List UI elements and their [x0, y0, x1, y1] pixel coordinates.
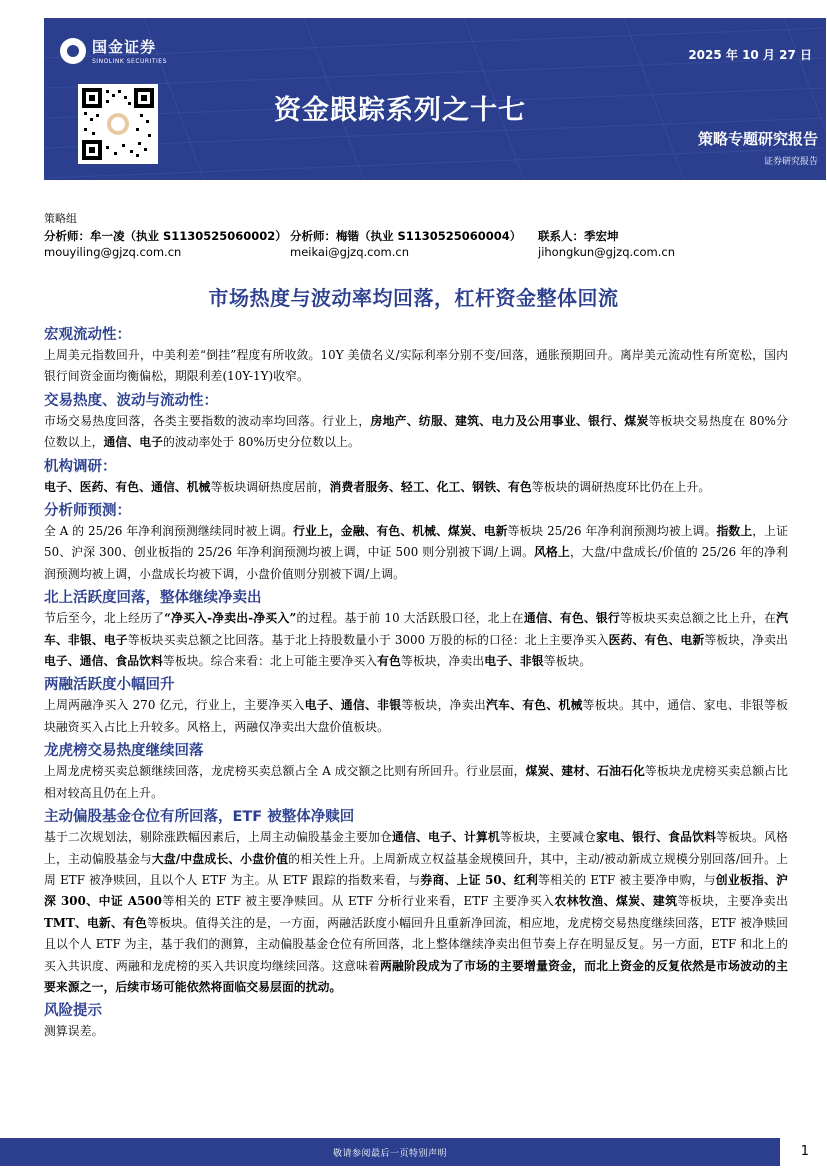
- body-text: 上周龙虎榜买卖总额继续回落，龙虎榜买卖总额占全 A 成交额之比则有所回升。行业层面，: [44, 764, 526, 779]
- analyst-2: 分析师：梅锴（执业 S1130525060004）: [290, 229, 522, 243]
- author-block: [44, 210, 804, 260]
- body-text: 等板块。综合来看：北上可能主要净买入: [162, 654, 378, 669]
- body-text: 等板块。值得关注的是，一方面，两融活跃度小幅回升且重新净回流，相应地，龙虎榜交易热度继续回落，ETF 被净赎回且以个人 ETF 为主，基于我们的测算，主动偏股基金仓位有所回落，北上整体继续净卖出但节奏上存在明显反复。另一方面，ETF 和北上的买入共识度、两融和龙虎榜的买入共识度均继续回落。这意味着: [44, 915, 788, 973]
- body-text: 等板块龙虎榜买卖总额占比相对较高且仍在上升。: [44, 764, 788, 800]
- emphasis-text: 通信、有色、银行: [523, 611, 620, 626]
- body-text: 等相关的 ETF 被主要净申购，与: [538, 872, 716, 887]
- body-text: 基于二次规划法，剔除涨跌幅因素后，上周主动偏股基金主要加仓: [44, 830, 393, 845]
- report-date: 2025 年 10 月 27 日: [688, 48, 812, 62]
- body-text: 上周两融净买入 270 亿元，行业上，主要净买入: [44, 698, 305, 713]
- emphasis-text: 房地产、纺服、建筑、电力及公用事业、银行、煤炭: [370, 413, 649, 428]
- emphasis-text: 消费者服务、轻工、化工、钢铁、有色: [329, 479, 532, 494]
- emphasis-text: 创业板指、沪深 300、中证 A500: [44, 872, 789, 909]
- report-body: [44, 322, 788, 1043]
- section-title-fund: 主动偏股基金仓位有所回落，ETF 被整体净赎回: [44, 809, 355, 826]
- section-title-dragon: 龙虎榜交易热度继续回落: [44, 743, 204, 760]
- emphasis-text: 通信、电子: [103, 435, 163, 450]
- section-title-analyst: 分析师预测：: [44, 503, 131, 520]
- emphasis-text: TMT、电新、有色: [44, 915, 148, 930]
- section-text-survey: [44, 477, 788, 498]
- body-text: 等板块的调研热度环比仍在上升。: [531, 479, 711, 494]
- section-text-northbound: [44, 608, 788, 672]
- section-title-survey: 机构调研：: [44, 458, 117, 475]
- body-text: 等板块。风格上，主动偏股基金与: [44, 830, 788, 866]
- analyst-1-email[interactable]: mouyiling@gjzq.com.cn: [44, 245, 182, 259]
- body-text: 等相关的 ETF 被主要净赎回。从 ETF 分析行业来看，ETF 主要净买入: [162, 894, 555, 909]
- section-title-trading: 交易热度、波动与流动性：: [44, 392, 218, 409]
- company-logo: [60, 36, 167, 65]
- section-text-analyst: [44, 521, 788, 585]
- team-name: 策略组: [44, 212, 77, 225]
- body-text: 的波动率处于 80%历史分位数以上。: [163, 435, 360, 450]
- body-text: ，上证 50、沪深 300、创业板指的 25/26 年净利润预测均被上调，中证 500 则分别被下调/上调。: [44, 524, 788, 560]
- body-text: 节后至今，北上经历了: [44, 611, 165, 626]
- report-banner: [44, 18, 826, 180]
- logo-mark-icon: [60, 38, 86, 64]
- emphasis-text: 煤炭、建材、石油石化: [525, 764, 645, 779]
- qr-code-icon: [82, 88, 154, 160]
- body-text: 等板块交易热度在 80%分位数以上，: [44, 413, 789, 450]
- emphasis-text: 医药、有色、电新: [608, 632, 705, 647]
- emphasis-text: 电子、通信、食品饮料: [44, 654, 163, 669]
- logo-name-cn: 国金证券: [92, 38, 157, 56]
- body-text: 等板块买卖总额之比回落。基于北上持股数量小于 3000 万股的标的口径：北上主要净买入: [127, 632, 609, 647]
- body-text: 等板块，净卖出: [400, 654, 485, 669]
- page-number: 1: [800, 1144, 809, 1159]
- section-text-macro: [44, 345, 788, 388]
- author-names-row: [44, 228, 804, 244]
- emphasis-text: 电子、医药、有色、通信、机械: [44, 479, 211, 494]
- emphasis-text: 大盘/中盘成长、小盘价值: [151, 851, 289, 866]
- body-text: 等板块。其中，通信、家电、非银等板块融资买入占比上升较多。风格上，两融仅净卖出大盘价值板块。: [44, 698, 788, 734]
- emphasis-text: 汽车、有色、机械: [485, 698, 583, 713]
- logo-name-en: SINOLINK SECURITIES: [92, 58, 167, 65]
- section-title-macro: 宏观流动性：: [44, 327, 131, 343]
- body-text: 等板块调研热度居前，: [210, 479, 330, 494]
- body-text: 全 A 的 25/26 年净利润预测继续同时被上调。: [44, 524, 294, 539]
- contact-person: 联系人：季宏坤: [538, 229, 619, 243]
- analyst-2-email[interactable]: meikai@gjzq.com.cn: [290, 245, 409, 259]
- emphasis-text: 指数上: [716, 524, 753, 539]
- emphasis-text: 电子、通信、非银: [304, 698, 402, 713]
- body-text: 的过程。基于前 10 大活跃股口径，北上在: [296, 611, 524, 626]
- emphasis-text: 电子、非银: [484, 654, 544, 669]
- emphasis-text: 通信、电子、计算机: [392, 830, 501, 845]
- analyst-1: 分析师：牟一凌（执业 S1130525060002）: [44, 229, 287, 243]
- body-text: 上周美元指数回升，中美利差“倒挂”程度有所收敛。10Y 美债名义/实际利率分别不变/回落，通胀预期回升。离岸美元流动性有所宽松，国内银行间资金面均衡偏松，期限利差(10Y-1Y)收窄。: [44, 348, 788, 384]
- body-text: 的相关性上升。上周新成立权益基金规模回升，其中，主动/被动新成立规模分别回落/回升。上周 ETF 被净赎回，且以个人 ETF 为主。从 ETF 跟踪的指数来看，与: [44, 851, 788, 887]
- contact-email[interactable]: jihongkun@gjzq.com.cn: [538, 245, 676, 259]
- report-category: 证券研究报告: [763, 157, 818, 167]
- section-title-margin: 两融活跃度小幅回升: [44, 677, 175, 694]
- body-text: 等板块 25/26 年净利润预测均被上调。: [507, 524, 717, 539]
- emphasis-text: 家电、银行、食品饮料: [596, 830, 717, 845]
- section-title-risk: 风险提示: [44, 1003, 102, 1020]
- footer-bar: [0, 1138, 780, 1166]
- emphasis-text: 行业上，金融、有色、机械、煤炭、电新: [293, 524, 508, 539]
- section-text-trading: [44, 411, 788, 454]
- body-text: 等板块买卖总额之比上升，在: [619, 611, 777, 626]
- emphasis-text: 风格上: [534, 545, 570, 560]
- body-text: 市场交易热度回落，各类主要指数的波动率均回落。行业上，: [44, 413, 371, 428]
- emphasis-text: “净买入-净卖出-净买入”: [164, 611, 297, 626]
- body-text: 等板块，主要减仓: [500, 830, 597, 845]
- emphasis-text: 两融阶段成为了市场的主要增量资金，而北上资金的反复依然是市场波动的主要来源之一，后续市场可能依然将面临交易层面的扰动。: [44, 958, 788, 994]
- section-text-fund: [44, 827, 788, 998]
- body-text: ，大盘/中盘成长/价值的 25/26 年的净利润预测均被上调，小盘成长均被下调，小盘价值则分别被下调/上调。: [44, 545, 788, 581]
- section-title-northbound: 北上活跃度回落，整体继续净卖出: [44, 590, 262, 607]
- emphasis-text: 农林牧渔、煤炭、建筑: [554, 894, 678, 909]
- qr-code: [78, 84, 158, 164]
- footer-disclaimer: 敬请参阅最后一页特别声明: [332, 1149, 447, 1159]
- author-emails-row: [44, 244, 804, 260]
- emphasis-text: 有色: [377, 654, 401, 669]
- body-text: 等板块，净卖出: [704, 632, 789, 647]
- report-type: 策略专题研究报告: [697, 130, 818, 148]
- body-text: 等板块，主要净卖出: [677, 894, 789, 909]
- section-text-risk: [44, 1021, 788, 1042]
- series-title: 资金跟踪系列之十七: [274, 95, 526, 126]
- section-text-margin: [44, 695, 788, 738]
- report-headline: 市场热度与波动率均回落，杠杆资金整体回流: [208, 286, 619, 310]
- emphasis-text: 汽车、非银、电子: [44, 611, 788, 647]
- section-text-dragon: [44, 761, 788, 804]
- page-footer: [0, 1138, 827, 1169]
- emphasis-text: 券商、上证 50、红利: [420, 872, 539, 887]
- body-text: 测算误差。: [44, 1024, 104, 1039]
- body-text: 等板块，净卖出: [401, 698, 486, 713]
- body-text: 等板块。: [543, 654, 592, 669]
